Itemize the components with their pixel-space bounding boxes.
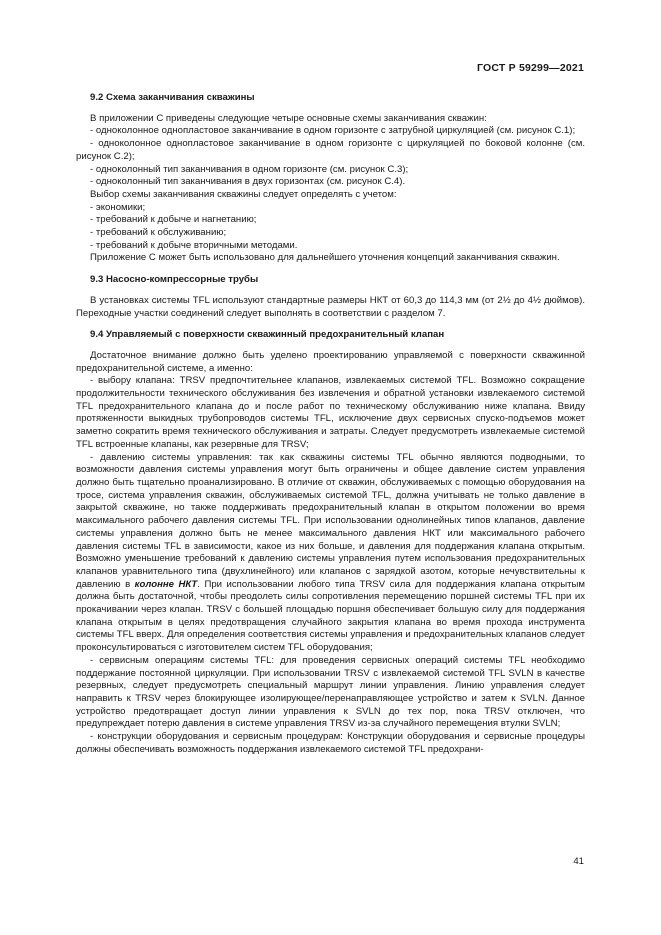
list-item: - одноколонный тип заканчивания в двух горизонтах (см. рисунок С.4). [90,176,406,188]
list-item: - одноколонный тип заканчивания в одном горизонте (см. рисунок С.3); [90,163,409,175]
list-item: - экономики; [90,201,146,213]
section-9-3-title: 9.3 Насосно-компрессорные трубы [90,274,259,286]
section-9-2-intro: В приложении С приведены следующие четыре основные схемы заканчивания скважин: [90,112,487,124]
section-9-4-title: 9.4 Управляемый с поверхности скважинный предохранительный клапан [90,329,445,341]
list-item: - конструкции оборудования и сервисным процедурам: Конструкции оборудования и сервисные процедуры должны обеспечивать возможность поддержания извлекаемого системой TFL предохрани- [76,731,585,755]
section-9-2-closing: Приложение С может быть использовано для дальнейшего уточнения концепций заканчивания скважин. [90,252,560,264]
list-item: - выбору клапана: TRSV предпочтительнее клапанов, извлекаемых системой TFL. Возможно сокращение продолжительности технического обслуживания без извлечения и обратной установки извлекаемого системой TFL предохранительного клапана до и после работ по техническому обслуживанию ниже клапана. Ввиду протяженности выкидных трубопроводов системы TFL, исключение двух сервисных спуско-подъемов может заметно сократить время технического обслуживания и затраты. Следует предусмотреть извлекаемые системой TFL встроенные клапаны, как резервные для TRSV; [76,375,585,450]
selection-intro: Выбор схемы заканчивания скважины следует определять с учетом: [90,188,397,200]
document-body [76,92,585,756]
list-item: - сервисным операциям системы TFL: для проведения сервисных операций системы TFL необходимо поддержание постоянной циркуляции. При использовании TRSV с извлекаемой системой TFL SVLN в качестве резервных, следует предусмотреть специальный маршрут линии управления. Линию управления следует направить к TRSV через блокирующее изолирующее/перенаправляющее устройство и затем к SVLN. Данное устройство предотвращает доступ линии управления к SVLN до тех пор, пока TRSV отключен, что предупреждает потерю давления в системе управления TRSV из-за случайного перемещения втулки SVLN; [76,654,585,730]
list-item-text: . При использовании любого типа TRSV сила для поддержания клапана открытым должна быть достаточной, чтобы преодолеть силы сопротивления перемещению поршней системы TFL при их прокачивании через клапан. TRSV с большей площадью поршня обеспечивает большую силу для поддержания клапана открытым в целях предотвращения случайного закрытия клапана во время прохода инструмента системы TFL вверх. Для определения соответствия системы управления и предохранительных клапанов следует проконсультироваться с изготовителем систем TFL оборудования; [76,578,585,654]
section-9-3-text: В установках системы TFL используют стандартные размеры НКТ от 60,3 до 114,3 мм (от 2½ до 4½ дюймов). Переходные участки соединений следует выполнять в соответствии с разделом 7. [76,294,585,319]
page-number: 41 [573,856,584,867]
list-item: - требований к обслуживанию; [90,227,227,239]
document-standard-number: ГОСТ Р 59299—2021 [476,62,584,74]
list-item-control-pressure [76,452,585,655]
emphasis-term: колонне НКТ [134,578,198,590]
list-item: - требований к добыче вторичными методами. [90,239,298,251]
section-9-2-title: 9.2 Схема заканчивания скважины [90,92,255,103]
section-9-4-intro: Достаточное внимание должно быть уделено проектированию управляемой с поверхности скважинной предохранительной системе, а именно: [76,349,585,374]
list-item: - требований к добыче и нагнетанию; [90,214,257,226]
list-item: - одноколонное однопластовое заканчивание в одном горизонте с затрубной циркуляцией (см. рисунок С.1); [90,125,576,137]
list-item-text: - давлению системы управления: так как скважины системы TFL обычно являются подводными, то возможности давления системы управления могут быть ограничены и общее давление систем управления должно быть тщательно проанализировано. В отличие от скважин, обслуживаемых с помощью оборудования на тросе, система управления скважин, обслуживаемых системой TFL, должна учитывать не только давление в закрытой скважине, но также поддерживать предохранительный клапан в открытом положении во время максимального рабочего давления системы TFL. При использовании однолинейных типов клапанов, давление системы управления должно быть не менее максимального давления НКТ или максимального рабочего давления системы TFL в зависимости, какое из них больше, и давления для поддержания клапана открытым. Возможно уменьшение требований к давлению системы управления путем использования предохранительных клапанов уравнительного типа (двухлинейного) или клапанов с зарядкой азотом, которые нечувствительны к давлению в [76,451,585,590]
list-item: - одноколонное однопластовое заканчивание в одном горизонте с циркуляцией по боковой колонне (см. рисунок С.2); [76,138,585,162]
